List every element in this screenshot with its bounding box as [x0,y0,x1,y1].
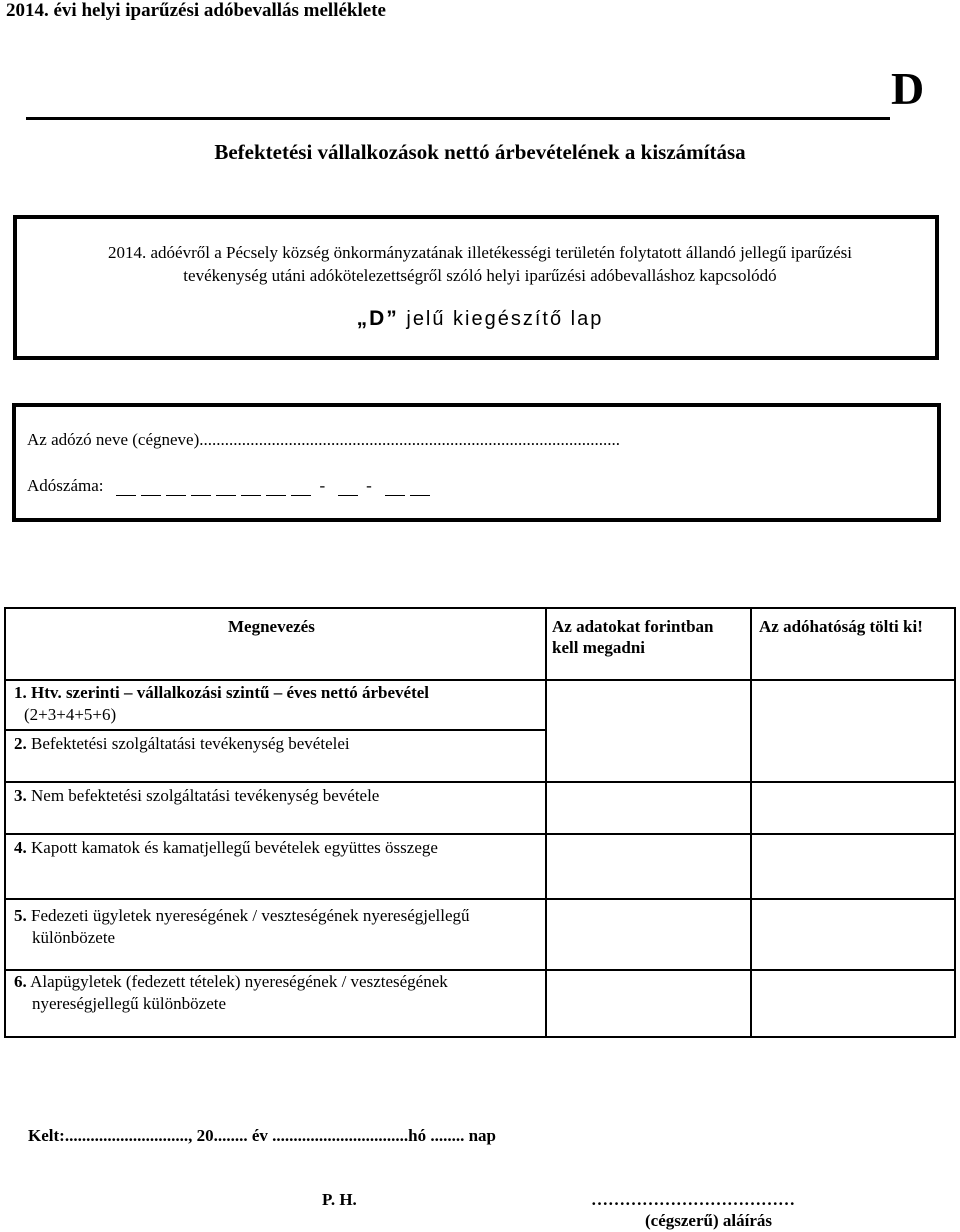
tax-number-digit[interactable] [191,478,211,496]
header-name: Megnevezés [228,617,315,636]
row-label-cont: (2+3+4+5+6) [24,705,117,724]
subtitle-rest: jelű kiegészítő lap [398,308,604,330]
tax-number-field[interactable] [27,476,430,496]
row-label-cont: különbözete [32,928,116,947]
subtitle-mark: „D” [356,307,399,330]
intro-line-1: 2014. adóévről a Pécsely község önkormányzatának illetékességi területén folytatott állandó jellegű iparűzési [108,243,852,262]
form-letter: D [891,63,925,114]
header-authority: Az adóhatóság tölti ki! [759,617,923,636]
tax-number-digit[interactable] [291,478,311,496]
attachment-note: 2014. évi helyi iparűzési adóbevallás melléklete [6,0,386,21]
taxpayer-box [12,403,941,522]
form-subtitle [0,307,960,331]
table-row [14,971,448,1015]
row-divider [6,833,954,835]
row-number: 2. [14,734,27,753]
stamp-place: P. H. [322,1190,357,1209]
table-row [14,905,470,949]
tax-number-digit[interactable] [141,478,161,496]
row-divider [6,729,545,731]
signature-line[interactable]: ……………………………… [591,1190,795,1209]
row-number: 5. [14,906,27,925]
row-label: Kapott kamatok és kamatjellegű bevételek együttes összege [31,838,438,857]
row-divider [6,781,954,783]
intro-text [30,241,930,287]
header-divider [6,679,954,681]
header-amount-line-2: kell megadni [552,638,646,657]
date-line[interactable]: Kelt:............................., 20........ év ................................hó ........ nap [28,1126,496,1145]
col-divider [545,609,547,682]
header-rule [26,117,890,120]
table-row [14,682,429,726]
row-label: Nem befektetési szolgáltatási tevékenység bevétele [31,786,380,805]
row-divider [6,898,954,900]
row-number: 6. [14,972,27,991]
intro-line-2: tevékenység utáni adókötelezettségről szóló helyi iparűzési adóbevalláshoz kapcsolódó [183,266,777,285]
signature-label: (cégszerű) aláírás [645,1211,772,1230]
header-amount [552,616,714,658]
table-row [14,837,438,859]
row-number: 3. [14,786,27,805]
tax-number-digit[interactable] [241,478,261,496]
col-divider [750,609,752,682]
row-number: 1. [14,683,27,702]
taxpayer-name-field[interactable]: Az adózó neve (cégneve)................................................................................................... [27,430,621,449]
row-label: Htv. szerinti – vállalkozási szintű – éves nettó árbevétel [31,683,430,702]
row-number: 4. [14,838,27,857]
row-label: Befektetési szolgáltatási tevékenység bevételei [31,734,350,753]
tax-number-digit[interactable] [338,478,358,496]
table-row [14,785,379,807]
tax-number-digit[interactable] [410,478,430,496]
col-divider [750,682,752,1036]
col-divider [545,682,547,1036]
row-label-cont: nyereségjellegű különbözete [32,994,227,1013]
tax-number-dash: - [366,476,372,495]
row-label: Fedezeti ügyletek nyereségének / veszteségének nyereségjellegű [31,906,470,925]
page-title: Befektetési vállalkozások nettó árbevételének a kiszámítása [214,140,746,164]
revenue-table [4,607,956,1038]
tax-number-label: Adószáma: [27,476,104,495]
tax-number-digit[interactable] [385,478,405,496]
tax-number-digit[interactable] [266,478,286,496]
table-row [14,733,350,755]
header-amount-line-1: Az adatokat forintban [552,617,714,636]
intro-box [13,215,939,360]
tax-number-dash: - [319,476,326,495]
tax-number-digit[interactable] [216,478,236,496]
tax-number-digit[interactable] [116,478,136,496]
row-label: Alapügyletek (fedezett tételek) nyereségének / veszteségének [30,972,448,991]
tax-number-digit[interactable] [166,478,186,496]
